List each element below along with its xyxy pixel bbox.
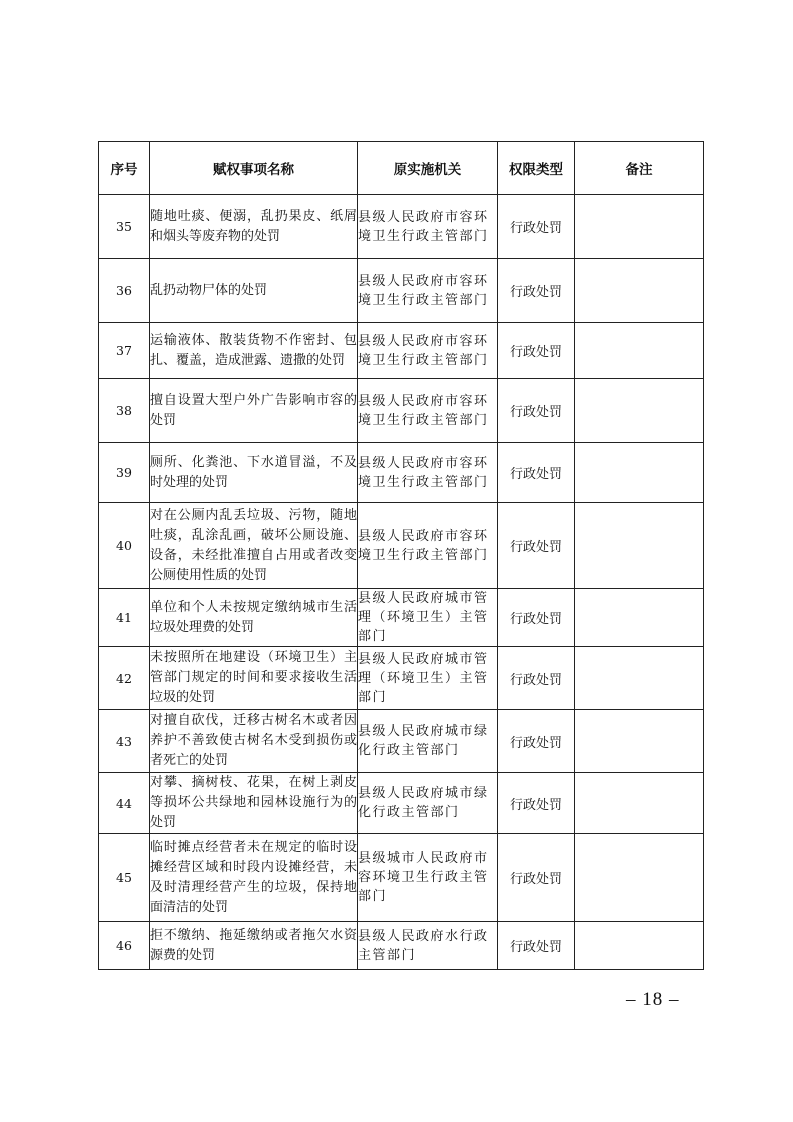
- remark: [575, 379, 704, 443]
- authority-type: 行政处罚: [498, 647, 575, 710]
- remark: [575, 323, 704, 379]
- table-row: [99, 589, 704, 647]
- table-row: [99, 922, 704, 970]
- row-number: 45: [99, 834, 150, 922]
- authority-type: 行政处罚: [498, 589, 575, 647]
- header-remarks: 备注: [575, 142, 704, 195]
- agency: 县级人民政府市容环境卫生行政主管部门: [358, 379, 498, 443]
- remark: [575, 443, 704, 503]
- agency: 县级人民政府城市绿化行政主管部门: [358, 773, 498, 834]
- table-row: [99, 647, 704, 710]
- item-name: 对擅自砍伐，迁移古树名木或者因养护不善致使古树名木受到损伤或者死亡的处罚: [150, 710, 358, 773]
- remark: [575, 922, 704, 970]
- header-agency: 原实施机关: [358, 142, 498, 195]
- row-number: 38: [99, 379, 150, 443]
- row-number: 41: [99, 589, 150, 647]
- row-number: 40: [99, 503, 150, 589]
- row-number: 35: [99, 195, 150, 259]
- agency: 县级人民政府市容环境卫生行政主管部门: [358, 443, 498, 503]
- authority-type: 行政处罚: [498, 922, 575, 970]
- table-row: [99, 834, 704, 922]
- remark: [575, 195, 704, 259]
- row-number: 46: [99, 922, 150, 970]
- item-name: 随地吐痰、便溺，乱扔果皮、纸屑和烟头等废弃物的处罚: [150, 195, 358, 259]
- agency: 县级人民政府城市绿化行政主管部门: [358, 710, 498, 773]
- item-name: 乱扔动物尸体的处罚: [150, 259, 358, 323]
- agency: 县级人民政府市容环境卫生行政主管部门: [358, 259, 498, 323]
- item-name: 未按照所在地建设（环境卫生）主管部门规定的时间和要求接收生活垃圾的处罚: [150, 647, 358, 710]
- remark: [575, 647, 704, 710]
- header-item-name: 赋权事项名称: [150, 142, 358, 195]
- authority-type: 行政处罚: [498, 773, 575, 834]
- table-row: [99, 503, 704, 589]
- authority-type: 行政处罚: [498, 323, 575, 379]
- item-name: 拒不缴纳、拖延缴纳或者拖欠水资源费的处罚: [150, 922, 358, 970]
- table-header-row: [99, 142, 704, 195]
- page-number: – 18 –: [626, 989, 680, 1010]
- authority-type: 行政处罚: [498, 259, 575, 323]
- remark: [575, 259, 704, 323]
- table-row: [99, 710, 704, 773]
- item-name: 对在公厕内乱丢垃圾、污物，随地吐痰，乱涂乱画，破坏公厕设施、设备，未经批准擅自占用或者改变公厕使用性质的处罚: [150, 503, 358, 589]
- authority-type: 行政处罚: [498, 443, 575, 503]
- authority-table: [98, 141, 704, 970]
- table-row: [99, 323, 704, 379]
- item-name: 对攀、摘树枝、花果，在树上剥皮等损坏公共绿地和园林设施行为的处罚: [150, 773, 358, 834]
- table-row: [99, 195, 704, 259]
- item-name: 厕所、化粪池、下水道冒溢，不及时处理的处罚: [150, 443, 358, 503]
- row-number: 43: [99, 710, 150, 773]
- table-row: [99, 773, 704, 834]
- remark: [575, 589, 704, 647]
- remark: [575, 834, 704, 922]
- authority-type: 行政处罚: [498, 195, 575, 259]
- item-name: 擅自设置大型户外广告影响市容的处罚: [150, 379, 358, 443]
- authority-type: 行政处罚: [498, 834, 575, 922]
- authority-type: 行政处罚: [498, 379, 575, 443]
- authority-type: 行政处罚: [498, 503, 575, 589]
- agency: 县级人民政府市容环境卫生行政主管部门: [358, 503, 498, 589]
- row-number: 44: [99, 773, 150, 834]
- row-number: 39: [99, 443, 150, 503]
- agency: 县级人民政府水行政主管部门: [358, 922, 498, 970]
- table-row: [99, 259, 704, 323]
- header-authority-type: 权限类型: [498, 142, 575, 195]
- item-name: 临时摊点经营者未在规定的临时设摊经营区域和时段内设摊经营，未及时清理经营产生的垃圾，保持地面清洁的处罚: [150, 834, 358, 922]
- row-number: 42: [99, 647, 150, 710]
- row-number: 36: [99, 259, 150, 323]
- item-name: 运输液体、散装货物不作密封、包扎、覆盖，造成泄露、遗撒的处罚: [150, 323, 358, 379]
- header-seq: 序号: [99, 142, 150, 195]
- agency: 县级人民政府市容环境卫生行政主管部门: [358, 195, 498, 259]
- table-row: [99, 379, 704, 443]
- agency: 县级城市人民政府市容环境卫生行政主管部门: [358, 834, 498, 922]
- authority-type: 行政处罚: [498, 710, 575, 773]
- remark: [575, 503, 704, 589]
- table-row: [99, 443, 704, 503]
- item-name: 单位和个人未按规定缴纳城市生活垃圾处理费的处罚: [150, 589, 358, 647]
- agency: 县级人民政府城市管理（环境卫生）主管部门: [358, 589, 498, 647]
- agency: 县级人民政府市容环境卫生行政主管部门: [358, 323, 498, 379]
- remark: [575, 773, 704, 834]
- row-number: 37: [99, 323, 150, 379]
- remark: [575, 710, 704, 773]
- agency: 县级人民政府城市管理（环境卫生）主管部门: [358, 647, 498, 710]
